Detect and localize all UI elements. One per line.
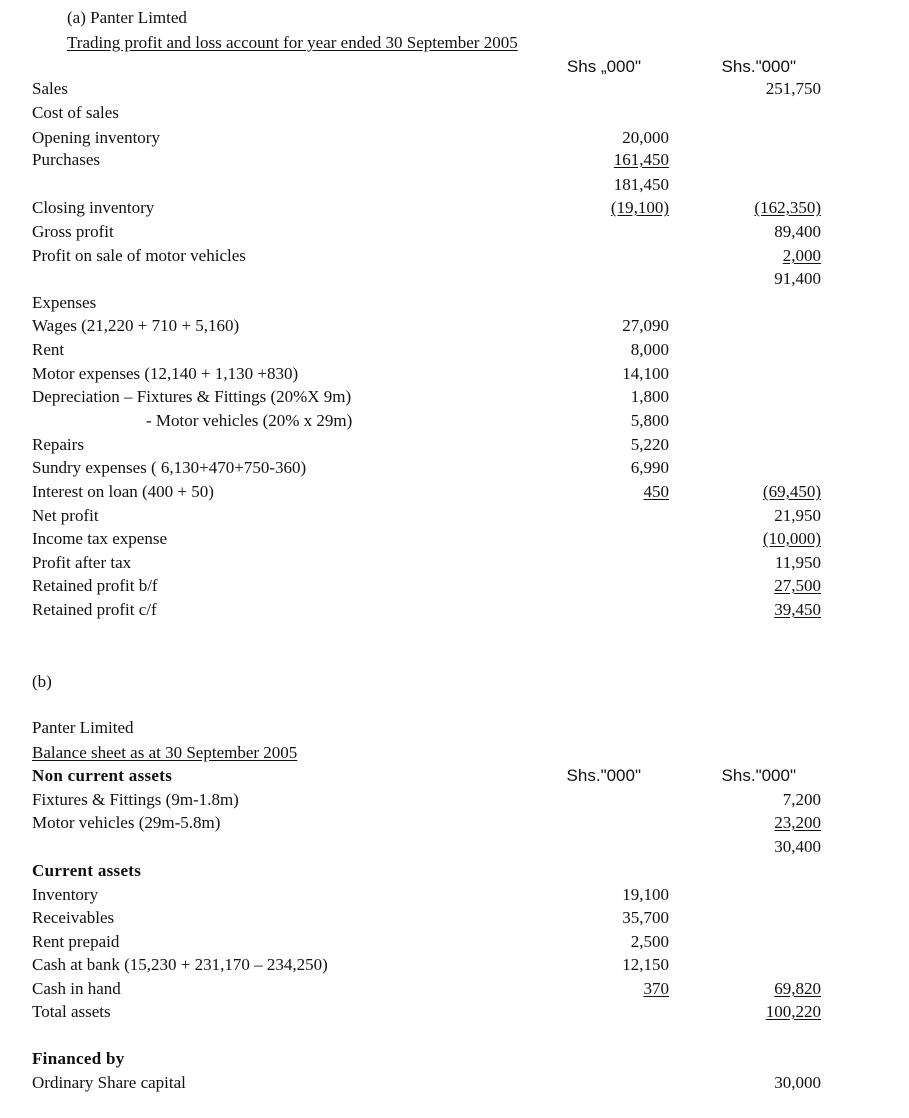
label-total-assets: Total assets	[32, 1002, 111, 1021]
value-retained-cf: 39,450	[774, 600, 821, 619]
value-fixtures-fittings: 7,200	[782, 790, 821, 809]
statement-title-a: Trading profit and loss account for year ended 30 September 2005	[67, 33, 518, 52]
label-share-capital: Ordinary Share capital	[32, 1073, 186, 1092]
label-gross-profit: Gross profit	[32, 222, 114, 241]
label-opening-inventory: Opening inventory	[32, 128, 160, 147]
label-fixtures-fittings: Fixtures & Fittings (9m-1.8m)	[32, 790, 239, 809]
label-depreciation-fixtures: Depreciation – Fixtures & Fittings (20%X 9m)	[32, 387, 352, 406]
value-income-tax: (10,000)	[762, 529, 821, 548]
company-name-b: Panter Limited	[32, 718, 134, 737]
value-closing-inventory: (19,100)	[610, 198, 669, 217]
section-a-label-line	[67, 8, 187, 28]
label-profit-after-tax: Profit after tax	[32, 553, 132, 572]
value-receivables: 35,700	[622, 908, 669, 927]
value-rent-prepaid: 2,500	[630, 932, 669, 951]
label-retained-cf: Retained profit c/f	[32, 600, 157, 619]
value-depreciation-motor: 5,800	[630, 411, 669, 430]
value-sales: 251,750	[765, 79, 821, 98]
label-financed-by: Financed by	[32, 1049, 125, 1068]
label-inventory: Inventory	[32, 885, 99, 904]
value-opening-inventory: 20,000	[622, 128, 669, 147]
value-profit-after-tax: 11,950	[774, 553, 821, 572]
label-repairs: Repairs	[32, 435, 84, 454]
label-cash-at-bank: Cash at bank (15,230 + 231,170 – 234,250)	[32, 955, 328, 974]
value-total-non-current: 30,400	[774, 837, 821, 856]
value-motor-expenses: 14,100	[622, 364, 669, 383]
label-wages: Wages (21,220 + 710 + 5,160)	[32, 316, 240, 335]
value-motor-vehicles: 23,200	[774, 813, 821, 832]
label-motor-expenses: Motor expenses (12,140 + 1,130 +830)	[32, 364, 299, 383]
label-interest-on-loan: Interest on loan (400 + 50)	[32, 482, 214, 501]
value-profit-on-sale: 2,000	[782, 246, 821, 265]
label-cost-of-sales: Cost of sales	[32, 103, 119, 122]
value-cash-at-bank: 12,150	[622, 955, 669, 974]
value-total-current: 69,820	[774, 979, 821, 998]
col1-header-a: Shs „000"	[566, 57, 641, 76]
value-sundry-expenses: 6,990	[630, 458, 669, 477]
label-income-tax: Income tax expense	[32, 529, 167, 548]
value-subtotal-goods: 181,450	[613, 175, 669, 194]
label-net-profit: Net profit	[32, 506, 99, 525]
col2-header-a: Shs."000"	[721, 57, 796, 76]
value-gross-profit: 89,400	[774, 222, 821, 241]
label-depreciation-motor: - Motor vehicles (20% x 29m)	[146, 411, 353, 430]
label-motor-vehicles: Motor vehicles (29m-5.8m)	[32, 813, 221, 832]
value-cash-in-hand: 370	[643, 979, 669, 998]
label-sales: Sales	[32, 79, 68, 98]
label-purchases: Purchases	[32, 150, 100, 169]
value-purchases: 161,450	[613, 150, 669, 169]
value-retained-bf: 27,500	[774, 576, 821, 595]
label-current-assets: Current assets	[32, 861, 142, 880]
value-total-assets: 100,220	[765, 1002, 821, 1021]
col2-header-b: Shs."000"	[721, 766, 796, 785]
value-cost-of-sales: (162,350)	[754, 198, 821, 217]
label-expenses: Expenses	[32, 293, 97, 312]
label-rent-prepaid: Rent prepaid	[32, 932, 120, 951]
value-repairs: 5,220	[630, 435, 669, 454]
label-profit-on-sale: Profit on sale of motor vehicles	[32, 246, 246, 265]
label-sundry-expenses: Sundry expenses ( 6,130+470+750-360)	[32, 458, 307, 477]
company-name-a: Panter Limted	[90, 8, 187, 27]
statement-title-b: Balance sheet as at 30 September 2005	[32, 743, 298, 762]
section-b-label: (b)	[32, 672, 52, 691]
section-a-label: (a)	[67, 8, 86, 27]
value-depreciation-fixtures: 1,800	[630, 387, 669, 406]
value-inventory: 19,100	[622, 885, 669, 904]
col1-header-b: Shs."000"	[566, 766, 641, 785]
label-closing-inventory: Closing inventory	[32, 198, 155, 217]
value-share-capital: 30,000	[774, 1073, 821, 1092]
label-non-current-assets: Non current assets	[32, 766, 173, 785]
value-total-expenses: (69,450)	[762, 482, 821, 501]
label-retained-bf: Retained profit b/f	[32, 576, 158, 595]
value-net-profit: 21,950	[774, 506, 821, 525]
label-receivables: Receivables	[32, 908, 115, 927]
value-total-income: 91,400	[774, 269, 821, 288]
value-rent: 8,000	[630, 340, 669, 359]
value-wages: 27,090	[622, 316, 669, 335]
label-rent: Rent	[32, 340, 65, 359]
label-cash-in-hand: Cash in hand	[32, 979, 121, 998]
value-interest-on-loan: 450	[643, 482, 669, 501]
